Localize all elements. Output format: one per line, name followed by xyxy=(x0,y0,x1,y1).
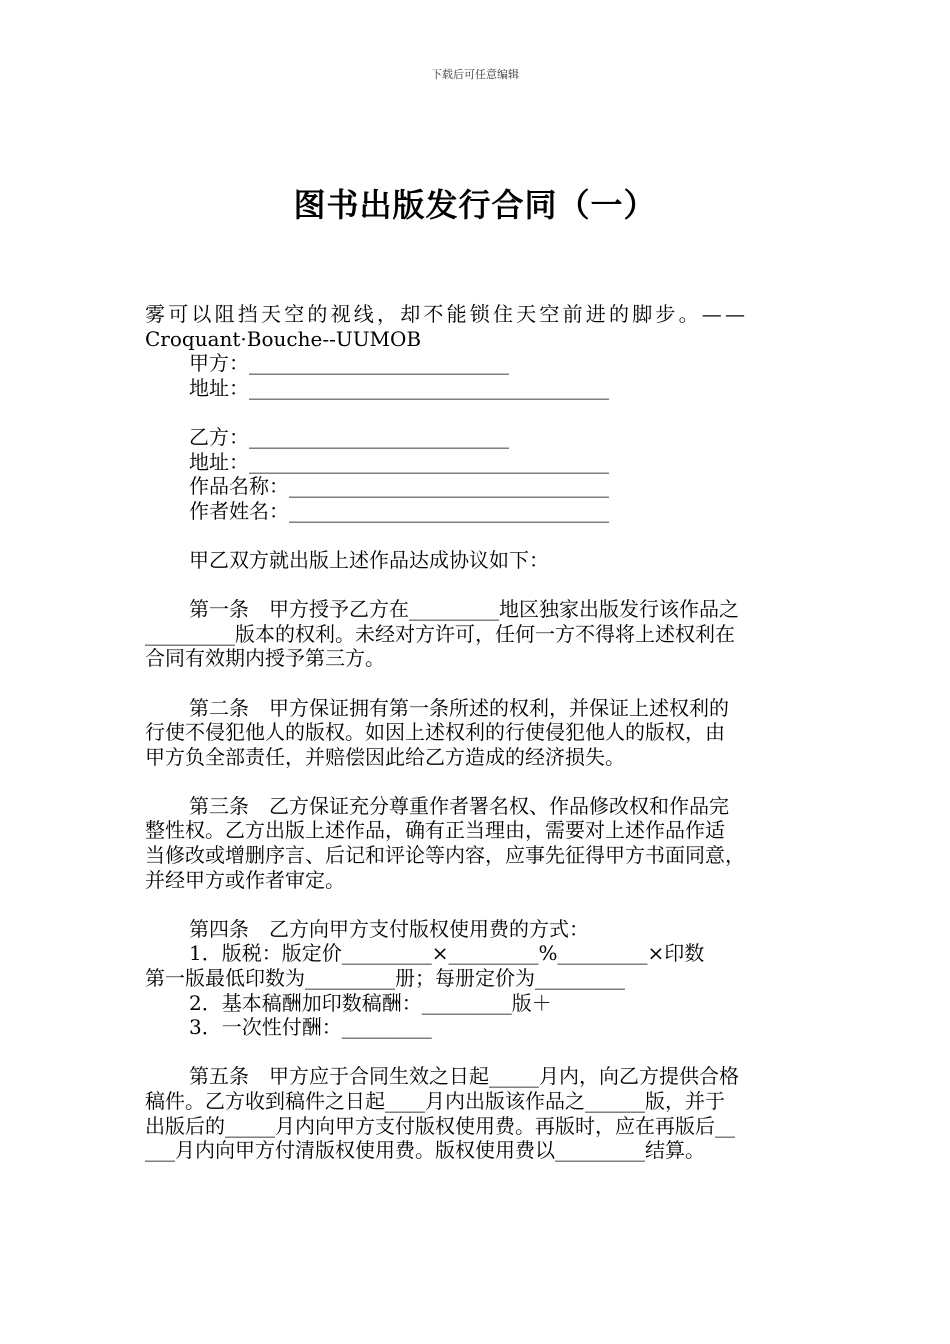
party-b-address: 地址：____________________________________ xyxy=(189,449,609,474)
article-5-line: 出版后的_____月内向甲方支付版权使用费。再版时，应在再版后__ xyxy=(145,1113,735,1138)
article-2-line: 第二条 甲方保证拥有第一条所述的权利，并保证上述权利的 xyxy=(189,695,729,720)
article-1-line: 第一条 甲方授予乙方在_________地区独家出版发行该作品之 xyxy=(189,597,739,622)
document-body xyxy=(145,302,817,1163)
party-b-name: 乙方：__________________________ xyxy=(189,424,509,449)
header-note: 下载后可任意编辑 xyxy=(431,68,519,81)
article-3-line: 第三条 乙方保证充分尊重作者署名权、作品修改权和作品完 xyxy=(189,793,729,818)
article-5-line: 第五条 甲方应于合同生效之日起_____月内，向乙方提供合格 xyxy=(189,1064,739,1089)
article-1-line: _________版本的权利。未经对方许可，任何一方不得将上述权利在 xyxy=(145,621,735,646)
article-4-item-1-cont: 第一版最低印数为_________册；每册定价为_________ xyxy=(145,966,625,991)
article-2 xyxy=(145,696,817,770)
quote-line-1: 雾可以阻挡天空的视线，却不能锁住天空前进的脚步。—— xyxy=(145,302,749,326)
article-1-line: 合同有效期内授予第三方。 xyxy=(145,646,385,671)
article-5 xyxy=(145,1064,817,1162)
intro-text: 甲乙双方就出版上述作品达成协议如下： xyxy=(189,547,549,572)
article-4-item-2: 2．基本稿酬加印数稿酬：_________版＋ xyxy=(189,990,552,1015)
article-3 xyxy=(145,794,817,892)
article-5-line: ___月内向甲方付清版权使用费。版权使用费以_________结算。 xyxy=(145,1138,705,1163)
author-name-field: 作者姓名：________________________________ xyxy=(189,498,609,523)
party-a-name: 甲方：__________________________ xyxy=(189,351,509,376)
article-1 xyxy=(145,597,817,671)
article-4-item-1: 1．版税：版定价_________×_________%_________×印数 xyxy=(189,941,705,966)
article-5-line: 稿件。乙方收到稿件之日起____月内出版该作品之______版，并于 xyxy=(145,1089,725,1113)
article-3-line: 并经甲方或作者审定。 xyxy=(145,867,345,892)
article-4 xyxy=(145,917,817,1040)
document-title: 图书出版发行合同（一） xyxy=(293,186,657,224)
article-2-line: 甲方负全部责任，并赔偿因此给乙方造成的经济损失。 xyxy=(145,744,625,769)
article-3-line: 当修改或增删序言、后记和评论等内容，应事先征得甲方书面同意， xyxy=(145,843,745,868)
work-title-field: 作品名称：________________________________ xyxy=(189,474,609,499)
article-4-item-3: 3．一次性付酬：_________ xyxy=(189,1015,432,1040)
party-a-address: 地址：____________________________________ xyxy=(189,375,609,400)
quote-line-2: Croquant·Bouche--UUMOB xyxy=(145,326,422,351)
article-4-heading: 第四条 乙方向甲方支付版权使用费的方式： xyxy=(189,916,589,941)
article-2-line: 行使不侵犯他人的版权。如因上述权利的行使侵犯他人的版权，由 xyxy=(145,720,725,745)
article-3-line: 整性权。乙方出版上述作品，确有正当理由，需要对上述作品作适 xyxy=(145,818,725,843)
